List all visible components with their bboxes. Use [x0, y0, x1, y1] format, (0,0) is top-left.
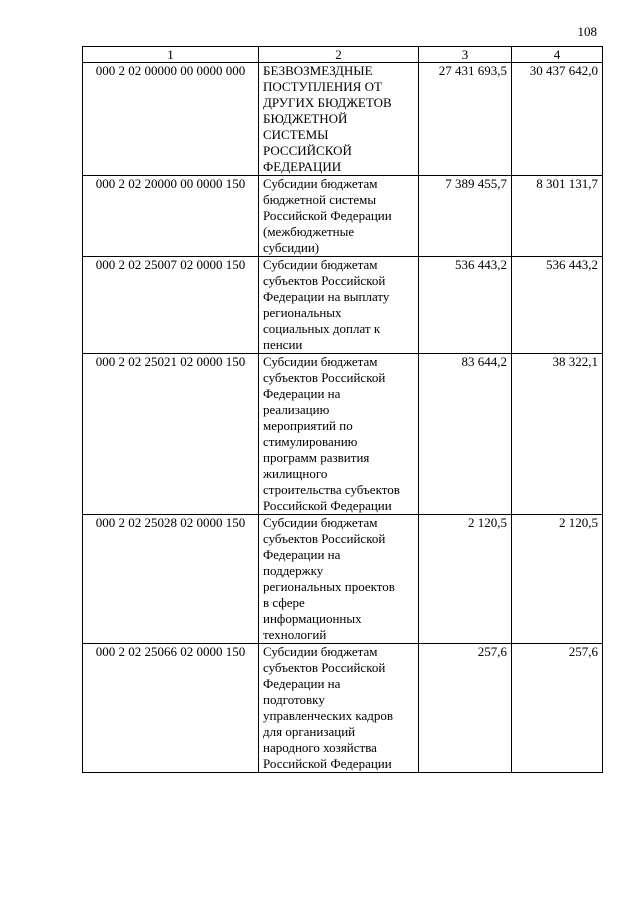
revenue-name-line: пенсии: [263, 337, 303, 352]
revenue-name-line: субъектов Российской: [263, 531, 386, 546]
column-header-3: 3: [419, 47, 512, 63]
revenue-name-line: субъектов Российской: [263, 370, 386, 385]
amount-col3-cell: 27 431 693,5: [419, 63, 512, 176]
revenue-name-line: (межбюджетные: [263, 224, 355, 239]
revenue-name-line: ФЕДЕРАЦИИ: [263, 159, 342, 174]
column-header-4: 4: [512, 47, 603, 63]
revenue-name-line: управленческих кадров: [263, 708, 393, 723]
revenue-name-line: для организаций: [263, 724, 356, 739]
amount-col3-cell: 536 443,2: [419, 257, 512, 354]
revenue-name-line: подготовку: [263, 692, 325, 707]
amount-col3-cell: 7 389 455,7: [419, 176, 512, 257]
revenue-name-line: Российской Федерации: [263, 498, 392, 513]
revenue-name-line: строительства субъектов: [263, 482, 400, 497]
budget-code-cell: 000 2 02 25007 02 0000 150: [83, 257, 259, 354]
amount-col3-cell: 257,6: [419, 644, 512, 773]
revenue-name-line: программ развития: [263, 450, 370, 465]
revenue-name-line: Российской Федерации: [263, 756, 392, 771]
revenue-name-line: мероприятий по: [263, 418, 353, 433]
amount-col4-cell: 2 120,5: [512, 515, 603, 644]
revenue-name-line: технологий: [263, 627, 327, 642]
revenue-name-line: Федерации на выплату: [263, 289, 390, 304]
budget-code-cell: 000 2 02 20000 00 0000 150: [83, 176, 259, 257]
revenue-name-line: Субсидии бюджетам: [263, 257, 378, 272]
revenue-name-line: субъектов Российской: [263, 273, 386, 288]
revenue-name-line: региональных проектов: [263, 579, 395, 594]
revenue-name-line: ПОСТУПЛЕНИЯ ОТ: [263, 79, 382, 94]
table-row: [83, 257, 603, 354]
revenue-name-line: субъектов Российской: [263, 660, 386, 675]
page-number: 108: [577, 24, 597, 39]
revenue-name-line: СИСТЕМЫ: [263, 127, 329, 142]
revenue-name-cell: [259, 257, 419, 354]
revenue-name-line: Федерации на: [263, 386, 341, 401]
table-row: [83, 644, 603, 773]
revenue-name-cell: [259, 176, 419, 257]
revenue-name-line: поддержку: [263, 563, 324, 578]
revenue-name-line: жилищного: [263, 466, 328, 481]
table-row: [83, 63, 603, 176]
amount-col4-cell: 536 443,2: [512, 257, 603, 354]
revenue-name-line: субсидии): [263, 240, 320, 255]
revenue-name-cell: [259, 63, 419, 176]
revenue-name-line: Российской Федерации: [263, 208, 392, 223]
budget-code-cell: 000 2 02 25066 02 0000 150: [83, 644, 259, 773]
table-body: [83, 63, 603, 773]
table-row: [83, 515, 603, 644]
table-header-row: [83, 47, 603, 63]
table-row: [83, 176, 603, 257]
revenue-name-line: народного хозяйства: [263, 740, 377, 755]
column-header-1: 1: [83, 47, 259, 63]
revenue-name-line: стимулированию: [263, 434, 358, 449]
revenue-name-line: Субсидии бюджетам: [263, 354, 378, 369]
budget-code-cell: 000 2 02 25028 02 0000 150: [83, 515, 259, 644]
revenue-name-line: БЮДЖЕТНОЙ: [263, 111, 348, 126]
budget-code-cell: 000 2 02 00000 00 0000 000: [83, 63, 259, 176]
revenue-name-line: бюджетной системы: [263, 192, 377, 207]
revenue-name-cell: [259, 515, 419, 644]
revenue-name-line: РОССИЙСКОЙ: [263, 143, 352, 158]
revenue-name-line: Федерации на: [263, 547, 341, 562]
amount-col3-cell: 2 120,5: [419, 515, 512, 644]
revenue-name-line: региональных: [263, 305, 342, 320]
amount-col3-cell: 83 644,2: [419, 354, 512, 515]
revenue-name-line: реализацию: [263, 402, 330, 417]
revenue-name-line: БЕЗВОЗМЕЗДНЫЕ: [263, 63, 373, 78]
revenue-name-line: информационных: [263, 611, 362, 626]
revenue-name-line: ДРУГИХ БЮДЖЕТОВ: [263, 95, 392, 110]
budget-revenue-table: [82, 46, 603, 773]
table-row: [83, 354, 603, 515]
revenue-name-line: социальных доплат к: [263, 321, 381, 336]
column-header-2: 2: [259, 47, 419, 63]
amount-col4-cell: 257,6: [512, 644, 603, 773]
revenue-name-cell: [259, 354, 419, 515]
budget-code-cell: 000 2 02 25021 02 0000 150: [83, 354, 259, 515]
revenue-name-line: в сфере: [263, 595, 305, 610]
revenue-name-line: Субсидии бюджетам: [263, 176, 378, 191]
revenue-name-line: Федерации на: [263, 676, 341, 691]
revenue-name-line: Субсидии бюджетам: [263, 515, 378, 530]
amount-col4-cell: 30 437 642,0: [512, 63, 603, 176]
revenue-name-cell: [259, 644, 419, 773]
revenue-name-line: Субсидии бюджетам: [263, 644, 378, 659]
amount-col4-cell: 38 322,1: [512, 354, 603, 515]
amount-col4-cell: 8 301 131,7: [512, 176, 603, 257]
